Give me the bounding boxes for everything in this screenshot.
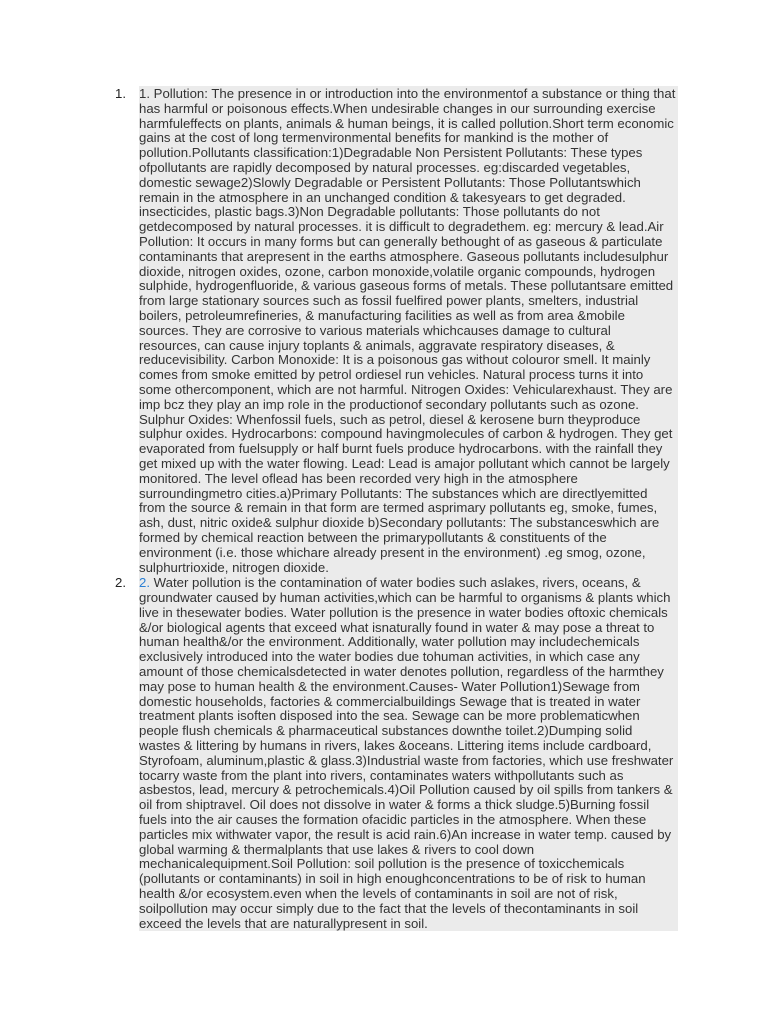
item-number-link[interactable]: 2. [139,575,150,591]
list-item-water-pollution [112,575,678,931]
list-item-number: 1. [115,86,126,101]
list-item-pollution [112,86,678,575]
document-list [112,86,678,931]
list-item-text [139,86,678,575]
list-item-text [139,575,678,931]
item-body: Water pollution is the contamination of water bodies such aslakes, rivers, oceans, & groundwater caused by human activities,which can be harmful to organisms & plants which live in thesewater bodies. Water pollution is the presence in water bodies oftoxic chemicals &/or biological agents that exceed what isnaturally found in water & may pose a threat to human health&/or the environment. Additionally, water pollution may includechemicals exclusively introduced into the water bodies due tohuman activities, in which case any amount of those chemicalsdetected in water denotes pollution, regardless of the harmthey may pose to human health & the environment.Causes- Water Pollution1)Sewage from domestic households, factories & commercialbuildings Sewage that is treated in water treatment plants isoften disposed into the sea. Sewage can be more problematicwhen people flush chemicals & pharmaceutical substances downthe toilet.2)Dumping solid wastes & littering by humans in rivers, lakes &oceans. Littering items include cardboard, Styrofoam, aluminum,plastic & glass.3)Industrial waste from factories, which use freshwater tocarry waste from the plant into rivers, contaminates waters withpollutants such as asbestos, lead, mercury & petrochemicals.4)Oil Pollution caused by oil spills from tankers & oil from shiptravel. Oil does not dissolve in water & forms a thick sludge.5)Burning fossil fuels into the air causes the formation ofacidic particles in the atmosphere. When these particles mix withwater vapor, the result is acid rain.6)An increase in water temp. caused by global warming & thermalplants that use lakes & rivers to cool down mechanicalequipment.Soil Pollution: soil pollution is the presence of toxicchemicals (pollutants or contaminants) in soil in high enoughconcentrations to be of risk to human health &/or ecosystem.even when the levels of contaminants in soil are not of risk, soilpollution may occur simply due to the fact that the levels of thecontaminants in soil exceed the levels that are naturallypresent in soil. [139,575,674,931]
item-prefix: 1. [139,86,154,101]
item-body: Pollution: The presence in or introduction into the environmentof a substance or thing that has harmful or poisonous effects.When undesirable changes in our surrounding exercise harmfuleffects on plants, animals & human beings, it is called pollution.Short term economic gains at the cost of long termenvironmental benefits for mankind is the mother of pollution.Pollutants classification:1)Degradable Non Persistent Pollutants: These types ofpollutants are rapidly decomposed by natural processes. eg:discarded vegetables, domestic sewage2)Slowly Degradable or Persistent Pollutants: Those Pollutantswhich remain in the atmosphere in an unchanged condition & takesyears to get degraded. insecticides, plastic bags.3)Non Degradable pollutants: Those pollutants do not getdecomposed by natural processes. it is difficult to degradethem. eg: mercury & lead.Air Pollution: It occurs in many forms but can generally bethought of as gaseous & particulate contaminants that arepresent in the earths atmosphere. Gaseous pollutants includesulphur dioxide, nitrogen oxides, ozone, carbon monoxide,volatile organic compounds, hydrogen sulphide, hydrogenfluoride, & various gaseous forms of metals. These pollutantsare emitted from large stationary sources such as fossil fuelfired power plants, smelters, industrial boilers, petroleumrefineries, & manufacturing facilities as well as from area &mobile sources. They are corrosive to various materials whichcauses damage to cultural resources, can cause injury toplants & animals, aggravate respiratory diseases, & reducevisibility. Carbon Monoxide: It is a poisonous gas without colouror smell. It mainly comes from smoke emitted by petrol ordiesel run vehicles. Natural process turns it into some othercomponent, which are not harmful. Nitrogen Oxides: Vehicularexhaust. They are imp bcz they play an imp role in the productionof secondary pollutants such as ozone. Sulphur Oxides: Whenfossil fuels, such as petrol, diesel & kerosene burn theyproduce sulphur oxides. Hydrocarbons: compound havingmolecules of carbon & hydrogen. They get evaporated from fuelsupply or half burnt fuels produce hydrocarbons. with the rainfall they get mixed up with the water flowing. Lead: Lead is amajor pollutant which cannot be largely monitored. The level oflead has been recorded very high in the atmosphere surroundingmetro cities.a)Primary Pollutants: The substances which are directlyemitted from the source & remain in that form are termed asprimary pollutants eg, smoke, fumes, ash, dust, nitric oxide& sulphur dioxide b)Secondary pollutants: The substanceswhich are formed by chemical reaction between the primarypollutants & constituents of the environment (i.e. those whichare already present in the environment) .eg smog, ozone, sulphurtrioxide, nitrogen dioxide. [139,86,676,575]
list-item-number: 2. [115,575,126,591]
